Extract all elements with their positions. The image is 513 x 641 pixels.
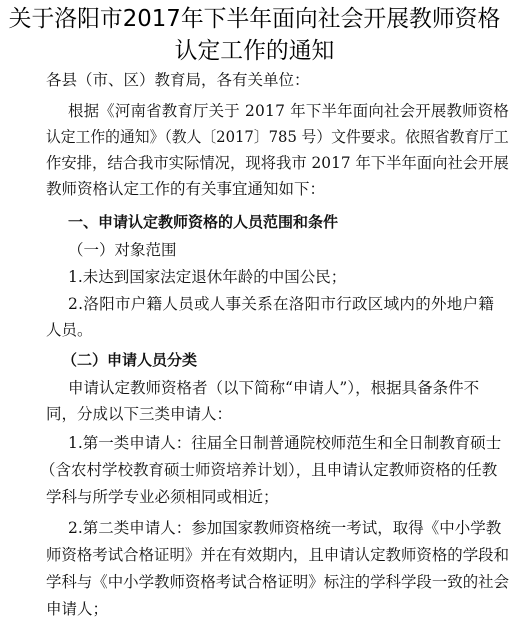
subsection-2-heading: （二）申请人员分类 bbox=[62, 351, 198, 369]
paragraph-2-line-2: 同，分成以下三类申请人： bbox=[46, 405, 233, 423]
salutation: 各县（市、区）教育局，各有关单位： bbox=[46, 71, 310, 89]
item-1: 1.未达到国家法定退休年龄的中国公民； bbox=[68, 268, 347, 286]
class-2-line-4: 申请人； bbox=[46, 600, 109, 618]
class-2-line-1: 2.第二类申请人：参加国家教师资格统一考试，取得《中小学教 bbox=[68, 519, 502, 537]
paragraph-1-line-1: 根据《河南省教育厅关于 2017 年下半年面向社会开展教师资格 bbox=[68, 102, 510, 120]
subsection-1-heading: （一）对象范围 bbox=[68, 241, 177, 259]
document-title-line-2: 认定工作的通知 bbox=[174, 38, 335, 64]
class-1-line-3: 学科与所学专业必须相同或相近； bbox=[46, 488, 279, 506]
section-1-heading: 一、申请认定教师资格的人员范围和条件 bbox=[68, 213, 339, 231]
item-2-line-1: 2.洛阳市户籍人员或人事关系在洛阳市行政区域内的外地户籍 bbox=[68, 295, 495, 313]
class-1-line-2: （含农村学校教育硕士师资培养计划），且申请认定教师资格的任教 bbox=[40, 461, 498, 479]
paragraph-1-line-3: 作安排，结合我市实际情况，现将我市 2017 年下半年面向社会开展 bbox=[46, 154, 509, 172]
paragraph-1-line-2: 认定工作的通知》（教人〔2017〕785 号）文件要求。依照省教育厅工 bbox=[46, 128, 509, 146]
item-2-line-2: 人员。 bbox=[46, 321, 93, 339]
document-title-line-1: 关于洛阳市2017年下半年面向社会开展教师资格 bbox=[8, 6, 501, 32]
class-1-line-1: 1.第一类申请人：往届全日制普通院校师范生和全日制教育硕士 bbox=[68, 434, 502, 452]
paragraph-2-line-1: 申请认定教师资格者（以下简称“申请人”），根据具备条件不 bbox=[68, 379, 480, 397]
paragraph-1-line-4: 教师资格认定工作的有关事宜通知如下： bbox=[46, 180, 326, 198]
class-2-line-2: 师资格考试合格证明》并在有效期内，且申请认定教师资格的学段和 bbox=[46, 546, 510, 564]
class-2-line-3: 学科与《中小学教师资格考试合格证明》标注的学科学段一致的社会 bbox=[46, 573, 510, 591]
